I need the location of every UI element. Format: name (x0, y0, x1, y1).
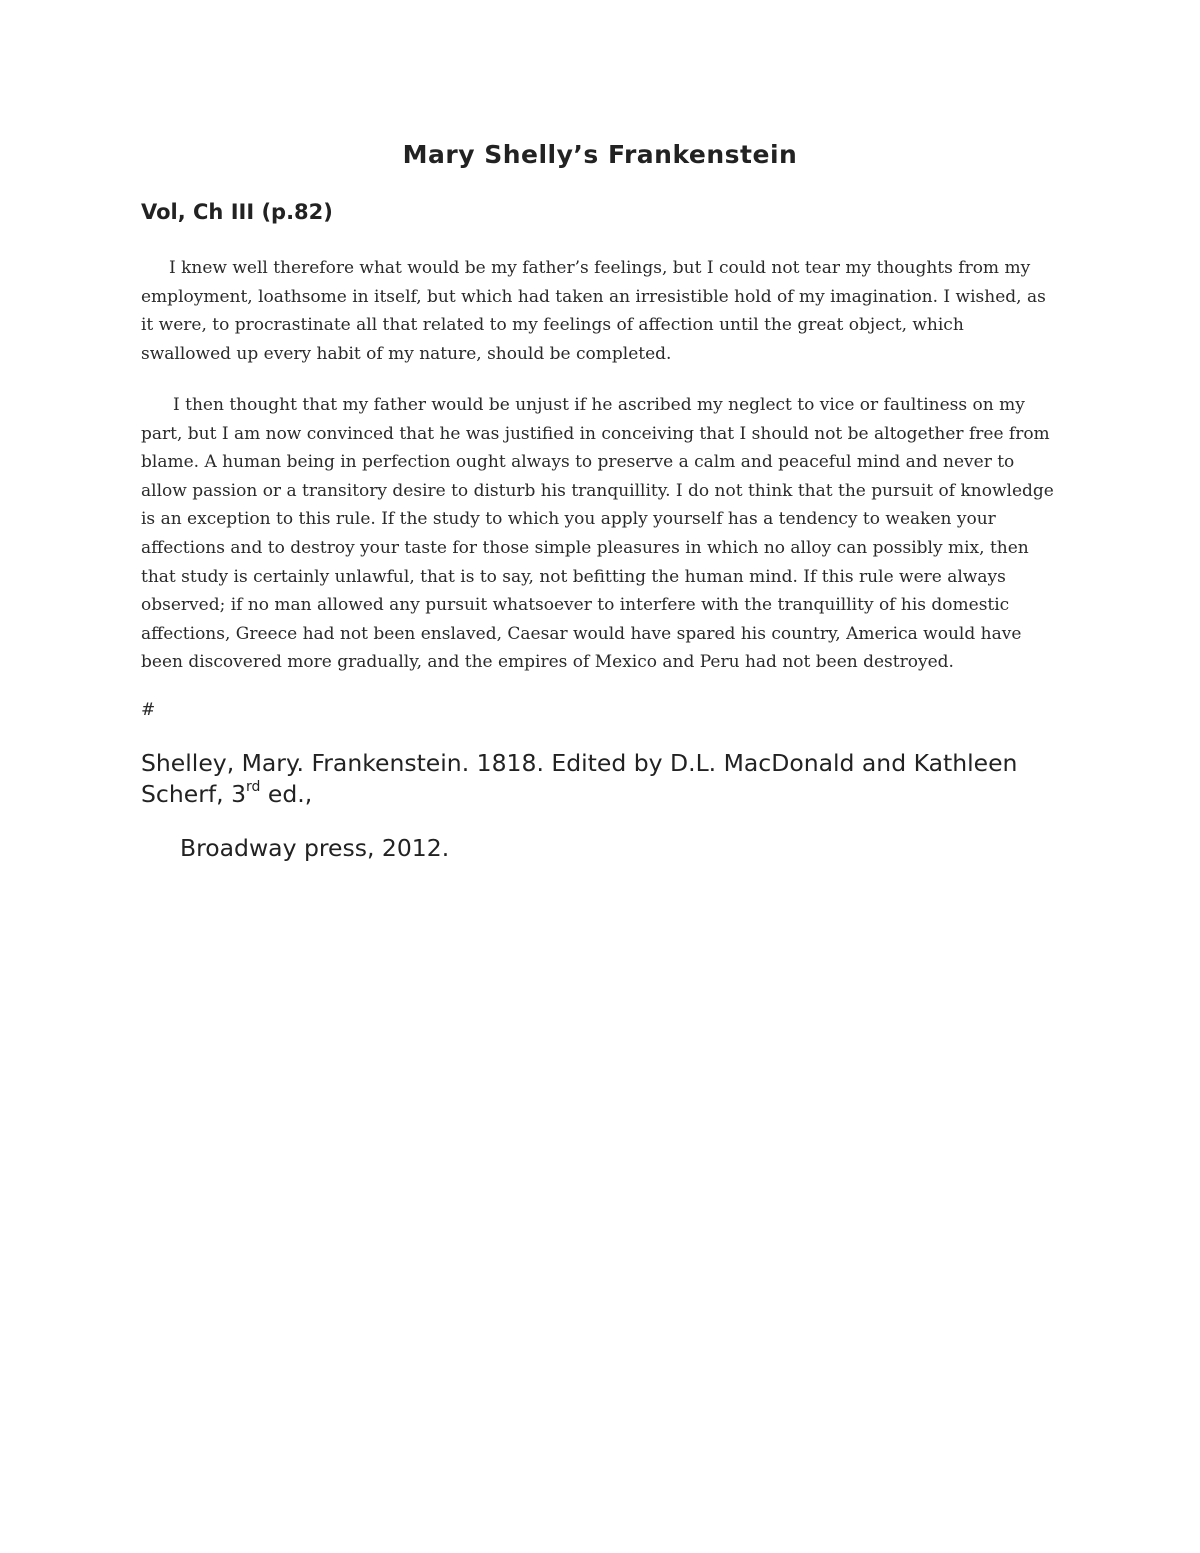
section-separator: # (141, 700, 156, 720)
citation-entry (141, 748, 1071, 810)
page-title: Mary Shelly’s Frankenstein (402, 140, 798, 169)
citation-superscript: rd (246, 779, 261, 796)
citation-suffix: ed., (260, 780, 313, 808)
body-paragraph-2: I then thought that my father would be unjust if he ascribed my neglect to vice or faultiness on my part, but I am now convinced that he was justified in conceiving that I should not be altogether free from blame. A human being in perfection ought always to preserve a calm and peaceful mind and never to allow passion or a transitory desire to disturb his tranquillity. I do not think that the pursuit of knowledge is an exception to this rule. If the study to which you apply yourself has a tendency to weaken your affections and to destroy your taste for those simple pleasures in which no alloy can possibly mix, then that study is certainly unlawful, that is to say, not befitting the human mind. If this rule were always observed; if no man allowed any pursuit whatsoever to interfere with the tranquillity of his domestic affections, Greece had not been enslaved, Caesar would have spared his country, America would have been discovered more gradually, and the empires of Mexico and Peru had not been destroyed. (141, 395, 1054, 673)
citation-publisher: Broadway press, 2012. (180, 834, 450, 862)
body-paragraph-1: I knew well therefore what would be my father’s feelings, but I could not tear my thoughts from my employment, loathsome in itself, but which had taken an irresistible hold of my imagination. I wished, as it were, to procrastinate all that related to my feelings of affection until the great object, which swallowed up every habit of my nature, should be completed. (141, 258, 1046, 364)
chapter-heading: Vol, Ch III (p.82) (141, 200, 333, 224)
citation-main: Shelley, Mary. Frankenstein. 1818. Edited by D.L. MacDonald and Kathleen Scherf, 3 (141, 749, 1018, 808)
